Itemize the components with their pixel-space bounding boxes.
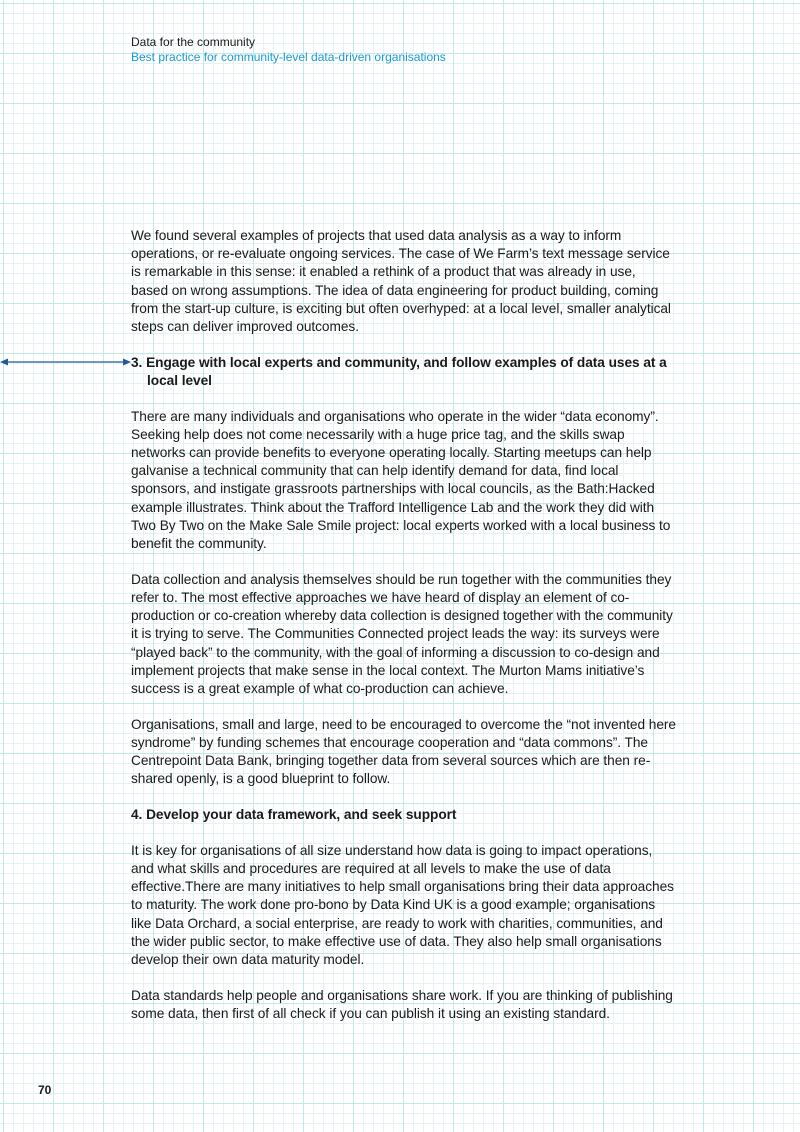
paragraph: There are many individuals and organisations who operate in the wider “data economy”. Seeking help does not come necessarily with a huge price tag, and the skills swap networks can provide benefits to everyone operating locally. Starting meetups can help galvanise a technical community that can help identify demand for data, find local sponsors, and instigate grassroots partnerships with local councils, as the Bath:Hacked example illustrates. Think about the Trafford Intelligence Lab and the work they did with Two By Two on the Make Sale Smile project: local experts worked with a local business to benefit the community. [131, 408, 671, 552]
paragraph: Data standards help people and organisations share work. If you are thinking of publishing some data, then first of all check if you can publish it using an existing standard. [131, 987, 673, 1021]
page-number: 70 [38, 1083, 52, 1097]
paragraph: Organisations, small and large, need to be encouraged to overcome the “not invented here syndrome” by funding schemes that encourage cooperation and “data commons”. The Centrepoint Data Bank, bringing together data from several sources which are then re-shared openly, is a good blueprint to follow. [131, 716, 676, 787]
paragraph: We found several examples of projects that used data analysis as a way to inform operations, or re-evaluate ongoing services. The case of We Farm’s text message service is remarkable in this sense: it enabled a rethink of a product that was already in use, based on wrong assumptions. The idea of data engineering for product building, coming from the start-up culture, is exciting but often overhyped: at a local level, smaller analytical steps can deliver improved outcomes. [131, 228, 671, 335]
document-subtitle: Best practice for community-level data-driven organisations [131, 50, 446, 64]
section-heading-3-text: 3. Engage with local experts and community, and follow examples of data uses at a local level [131, 354, 667, 388]
main-content [131, 227, 676, 1041]
document-title: Data for the community [131, 35, 256, 49]
paragraph: Data collection and analysis themselves should be run together with the communities they refer to. The most effective approaches we have heard of display an element of co-production or co-creation whereby data collection is designed together with the community it is trying to serve. The Communities Connected project leads the way: its surveys were “played back” to the community, with the goal of informing a discussion to co-design and implement projects that make sense in the local context. The Murton Mams initiative’s success is a great example of what co-production can achieve. [131, 571, 673, 696]
double-headed-arrow-icon [0, 357, 131, 367]
running-header [131, 35, 446, 65]
paragraph: It is key for organisations of all size understand how data is going to impact operations, and what skills and procedures are required at all levels to make the use of data effective.There are many initiatives to help small organisations bring their data approaches to maturity. The work done pro-bono by Data Kind UK is a good example; organisations like Data Orchard, a social enterprise, are ready to work with charities, communities, and the wider public sector, to make effective use of data. They also help small organisations develop their own data maturity model. [131, 842, 674, 967]
section-heading-4: 4. Develop your data framework, and seek support [131, 806, 457, 822]
section-heading-3 [131, 354, 676, 390]
